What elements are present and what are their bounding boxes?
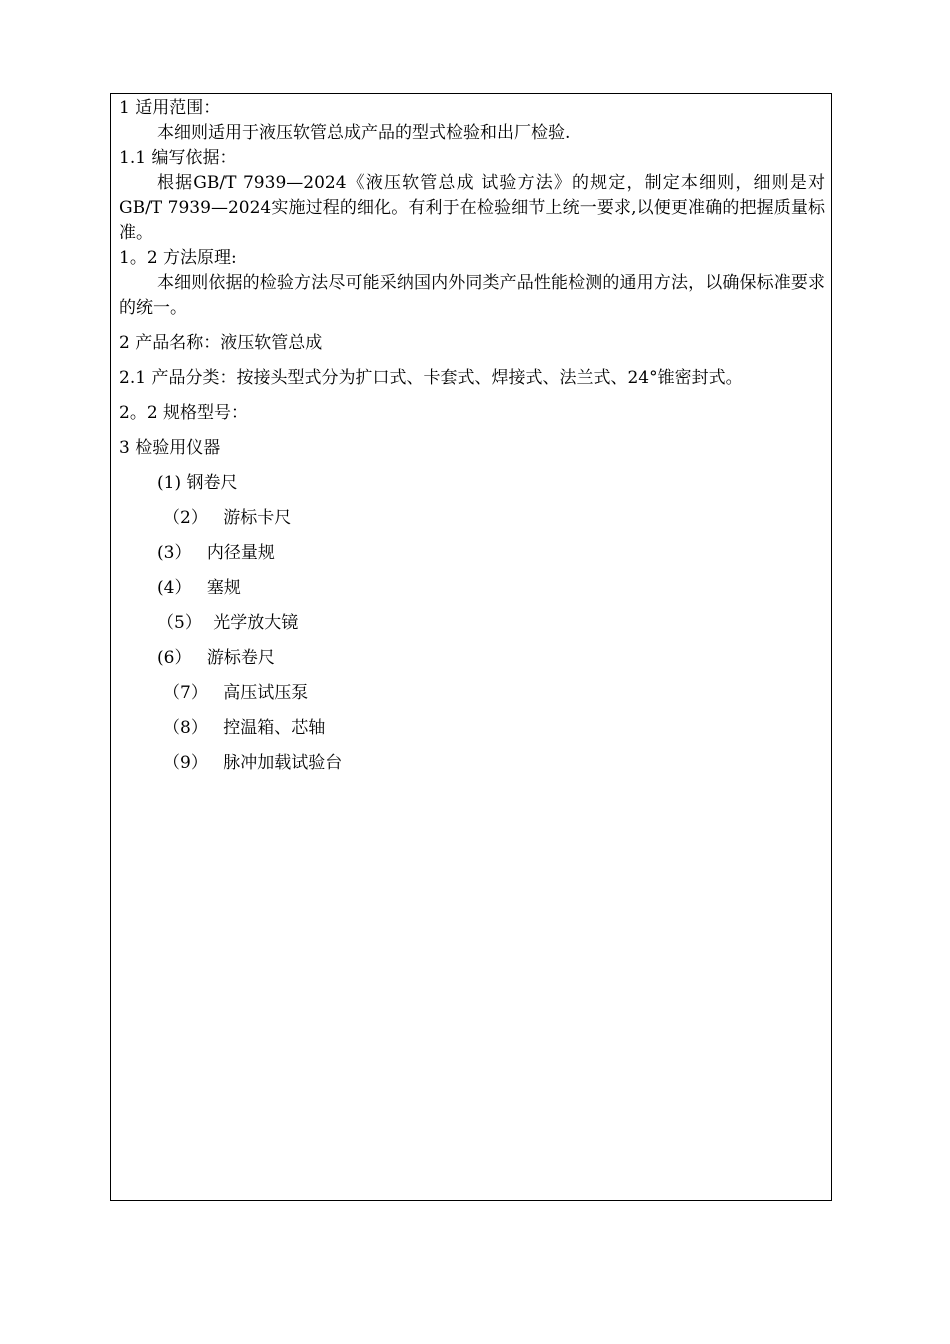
section-1-2-paragraph: 本细则依据的检验方法尽可能采纳国内外同类产品性能检测的通用方法，以确保标准要求的统一。 <box>119 273 825 318</box>
list-item <box>119 751 825 776</box>
document-content <box>119 96 825 786</box>
section-1-1-heading: 1.1 编写依据： <box>119 148 237 168</box>
section-1-1-paragraph: 根据GB/T 7939—2024《液压软管总成 试验方法》的规定，制定本细则，细则是对GB/T 7939—2024实施过程的细化。有利于在检验细节上统一要求,以便更准确的把握质量标准。 <box>119 173 825 243</box>
list-item <box>119 681 825 706</box>
instrument-list <box>119 471 825 776</box>
list-item-number: (3） <box>157 543 192 563</box>
list-item-number: （8） <box>163 718 208 738</box>
list-item <box>119 541 825 566</box>
list-item-number: （7） <box>163 683 208 703</box>
list-item-label: 脉冲加载试验台 <box>223 753 343 773</box>
list-item-number: （2） <box>163 508 208 528</box>
list-item-label: 光学放大镜 <box>213 613 299 633</box>
list-item <box>119 716 825 741</box>
list-item <box>119 506 825 531</box>
list-item-number: （9） <box>163 753 208 773</box>
list-item <box>119 576 825 601</box>
section-2-1-heading: 2.1 产品分类：按接头型式分为扩口式、卡套式、焊接式、法兰式、24°锥密封式。 <box>119 368 743 388</box>
section-1-2-heading: 1。2 方法原理: <box>119 248 237 268</box>
list-item-number: (6） <box>157 648 192 668</box>
section-3-heading: 3 检验用仪器 <box>119 438 221 458</box>
list-item <box>119 646 825 671</box>
list-item <box>119 611 825 636</box>
list-item-label: 塞规 <box>206 578 241 598</box>
document-frame <box>110 93 832 1201</box>
list-item-label: 控温箱、芯轴 <box>223 718 326 738</box>
list-item-label: 钢卷尺 <box>186 473 238 493</box>
list-item-label: 游标卡尺 <box>223 508 292 528</box>
section-2-heading: 2 产品名称：液压软管总成 <box>119 333 323 353</box>
section-1-heading: 1 适用范围： <box>119 98 221 118</box>
list-item-number: (4） <box>157 578 192 598</box>
list-item-number: （5） <box>157 613 202 633</box>
section-2-2-heading: 2。2 规格型号： <box>119 403 249 423</box>
list-item-label: 高压试压泵 <box>223 683 309 703</box>
section-1-paragraph: 本细则适用于液压软管总成产品的型式检验和出厂检验. <box>157 123 571 143</box>
list-item <box>119 471 825 496</box>
list-item-number: (1) <box>157 473 182 493</box>
list-item-label: 内径量规 <box>206 543 275 563</box>
list-item-label: 游标卷尺 <box>206 648 275 668</box>
